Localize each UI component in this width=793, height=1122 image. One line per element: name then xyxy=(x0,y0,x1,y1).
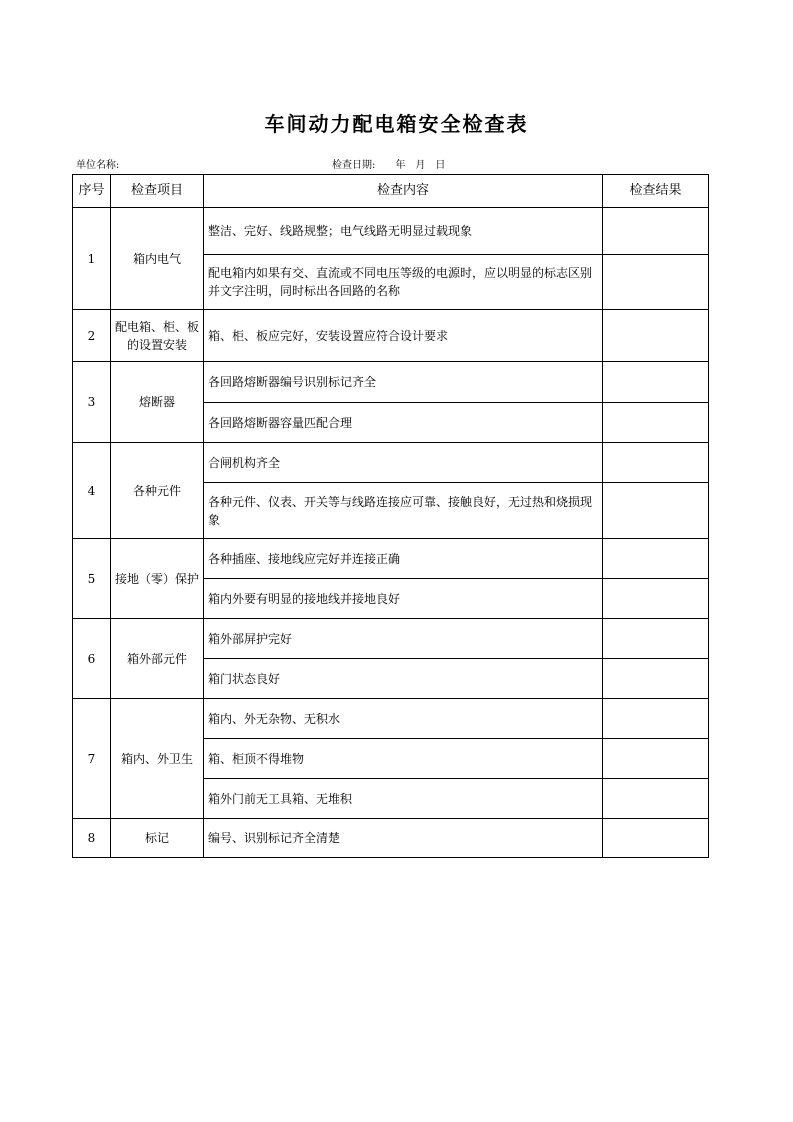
table-row xyxy=(73,699,709,739)
check-content: 箱外门前无工具箱、无堆积 xyxy=(204,779,603,819)
row-number: 3 xyxy=(73,362,111,443)
check-result-cell[interactable] xyxy=(603,443,709,483)
check-content: 各回路熔断器编号识别标记齐全 xyxy=(204,362,603,403)
unit-name-label: 单位名称: xyxy=(76,160,120,171)
page-title: 车间动力配电箱安全检查表 xyxy=(264,112,529,136)
header-no: 序号 xyxy=(73,175,111,208)
check-content: 箱、柜顶不得堆物 xyxy=(204,739,603,779)
check-content: 各回路熔断器容量匹配合理 xyxy=(204,403,603,443)
row-number: 2 xyxy=(73,310,111,362)
check-content: 整洁、完好、线路规整；电气线路无明显过载现象 xyxy=(204,208,603,255)
check-content: 各种插座、接地线应完好并连接正确 xyxy=(204,539,603,579)
check-item: 各种元件 xyxy=(111,443,204,539)
check-content: 配电箱内如果有交、直流或不同电压等级的电源时，应以明显的标志区别并文字注明，同时标出各回路的名称 xyxy=(204,255,603,310)
check-result-cell[interactable] xyxy=(603,362,709,403)
table-row xyxy=(73,619,709,659)
row-number: 1 xyxy=(73,208,111,310)
row-number: 8 xyxy=(73,819,111,858)
check-result-cell[interactable] xyxy=(603,255,709,310)
table-row xyxy=(73,208,709,255)
check-content: 箱门状态良好 xyxy=(204,659,603,699)
inspection-table xyxy=(72,174,709,858)
check-content: 合闸机构齐全 xyxy=(204,443,603,483)
check-result-cell[interactable] xyxy=(603,779,709,819)
table-row xyxy=(73,443,709,483)
row-number: 7 xyxy=(73,699,111,819)
table-row xyxy=(73,362,709,403)
check-item: 箱内、外卫生 xyxy=(111,699,204,819)
table-row xyxy=(73,819,709,858)
row-number: 5 xyxy=(73,539,111,619)
check-result-cell[interactable] xyxy=(603,819,709,858)
check-item: 接地（零）保护 xyxy=(111,539,204,619)
check-content: 箱外部屏护完好 xyxy=(204,619,603,659)
check-result-cell[interactable] xyxy=(603,483,709,539)
header-row xyxy=(73,175,709,208)
check-content: 箱内、外无杂物、无积水 xyxy=(204,699,603,739)
table-row xyxy=(73,310,709,362)
check-result-cell[interactable] xyxy=(603,403,709,443)
header-content: 检查内容 xyxy=(204,175,603,208)
check-content: 箱内外要有明显的接地线并接地良好 xyxy=(204,579,603,619)
check-item: 箱外部元件 xyxy=(111,619,204,699)
check-content: 各种元件、仪表、开关等与线路连接应可靠、接触良好，无过热和烧损现象 xyxy=(204,483,603,539)
header-item: 检查项目 xyxy=(111,175,204,208)
check-result-cell[interactable] xyxy=(603,619,709,659)
row-number: 6 xyxy=(73,619,111,699)
check-result-cell[interactable] xyxy=(603,539,709,579)
check-content: 箱、柜、板应完好，安装设置应符合设计要求 xyxy=(204,310,603,362)
row-number: 4 xyxy=(73,443,111,539)
check-item: 配电箱、柜、板的设置安装 xyxy=(111,310,204,362)
check-result-cell[interactable] xyxy=(603,208,709,255)
check-result-cell[interactable] xyxy=(603,579,709,619)
check-item: 箱内电气 xyxy=(111,208,204,310)
table-row xyxy=(73,539,709,579)
check-item: 标记 xyxy=(111,819,204,858)
check-item: 熔断器 xyxy=(111,362,204,443)
check-content: 编号、识别标记齐全清楚 xyxy=(204,819,603,858)
header-result: 检查结果 xyxy=(603,175,709,208)
check-date-label: 检查日期: 年 月 日 xyxy=(332,160,446,171)
check-result-cell[interactable] xyxy=(603,699,709,739)
check-result-cell[interactable] xyxy=(603,739,709,779)
check-result-cell[interactable] xyxy=(603,310,709,362)
check-result-cell[interactable] xyxy=(603,659,709,699)
